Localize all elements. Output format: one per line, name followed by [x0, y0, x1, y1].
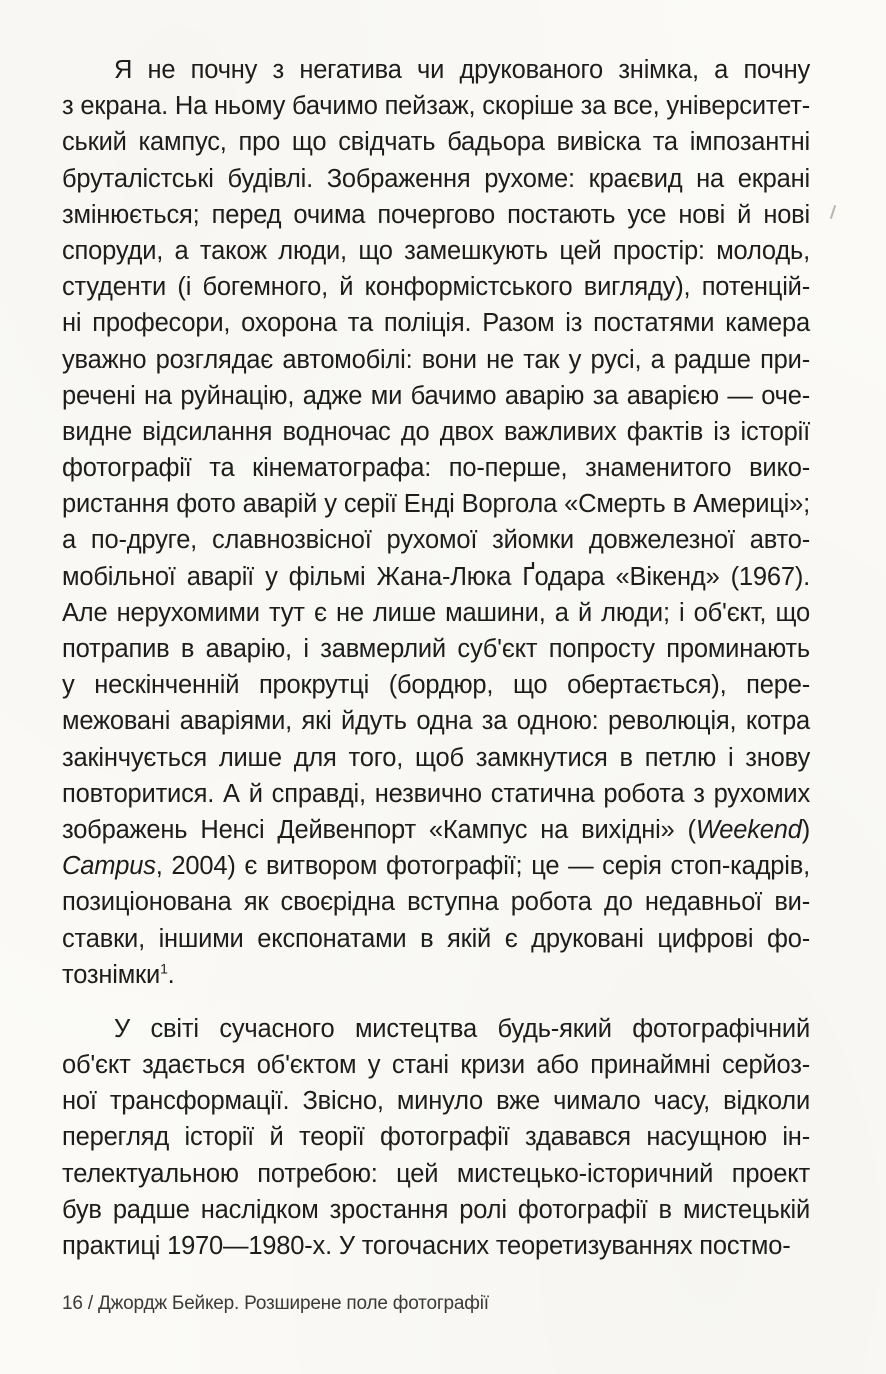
- text-line: [62, 486, 810, 522]
- text-line: [62, 378, 810, 414]
- text-segment: студенти (і богемного, й конформістського вигляду), потенцій-: [62, 273, 810, 302]
- text-segment: ні професори, охорона та поліція. Разом із постатями камера: [62, 309, 810, 338]
- text-segment: зображень Ненсі Дейвенпорт «Кампус на вихідні» (: [62, 815, 696, 844]
- text-segment: мобільної аварії у фільмі Жана-Люка Ґодара «Вікенд» (1967).: [62, 562, 810, 591]
- text-line: [62, 1047, 810, 1083]
- text-segment: телектуальною потребою: цей мистецько-історичний проект: [62, 1159, 810, 1188]
- text-line: [62, 957, 810, 993]
- text-segment: позиціонована як своєрідна вступна робота до недавньої ви-: [62, 888, 810, 917]
- text-segment: ставки, іншими експонатами в якій є друковані цифрові фо-: [62, 924, 810, 953]
- text-line: [62, 1083, 810, 1119]
- italic-text: Campus: [62, 852, 156, 881]
- text-line: [62, 884, 810, 920]
- text-line: [62, 631, 810, 667]
- text-segment: ної трансформації. Звісно, минуло вже чимало часу, відколи: [62, 1087, 810, 1116]
- text-line: [62, 342, 810, 378]
- text-line: [62, 1011, 810, 1047]
- text-segment: перегляд історії й теорії фотографії здавався насущною ін-: [62, 1123, 810, 1152]
- text-line: [62, 269, 810, 305]
- text-segment: .: [167, 960, 175, 989]
- text-line: [62, 305, 810, 341]
- text-line: [62, 124, 810, 160]
- text-segment: видне відсилання водночас до двох важливих фактів із історії: [62, 417, 810, 446]
- text-segment: ): [801, 815, 810, 844]
- text-segment: ристання фото аварій у серії Енді Воргола «Смерть в Америці»;: [62, 490, 810, 519]
- text-segment: закінчується лише для того, щоб замкнутися в петлю і знову: [62, 743, 810, 772]
- text-line: [62, 52, 810, 88]
- text-line: [62, 703, 810, 739]
- pencil-mark: [830, 205, 836, 219]
- text-line: [62, 595, 810, 631]
- text-segment: Але нерухомими тут є не лише машини, а й люди; і об'єкт, що: [62, 598, 810, 627]
- text-line: [62, 1119, 810, 1155]
- text-line: [62, 450, 810, 486]
- body-text: [62, 52, 810, 1264]
- paragraph: [62, 52, 810, 993]
- text-segment: речені на руйнацію, адже ми бачимо аварію за аварією — оче-: [62, 381, 810, 410]
- text-line: [62, 414, 810, 450]
- text-segment: у нескінченній прокрутці (бордюр, що обертається), пере-: [62, 671, 810, 700]
- text-segment: бруталістські будівлі. Зображення рухоме: краєвид на екрані: [62, 164, 810, 193]
- text-segment: , 2004) є витвором фотографії; це — серія стоп-кадрів,: [155, 852, 810, 881]
- paragraph-gap: [62, 993, 810, 1011]
- paragraph: [62, 1011, 810, 1264]
- text-line: [62, 1192, 810, 1228]
- text-line: [62, 848, 810, 884]
- text-line: [62, 667, 810, 703]
- text-line: [62, 522, 810, 558]
- text-line: [62, 1228, 810, 1264]
- text-segment: тознімки: [62, 960, 161, 989]
- text-segment: уважно розглядає автомобілі: вони не так у русі, а радше при-: [62, 345, 810, 374]
- text-segment: потрапив в аварію, і завмерлий суб'єкт попросту проминають: [62, 635, 810, 663]
- text-segment: повторитися. А й справді, незвично статична робота з рухомих: [62, 779, 810, 808]
- text-line: [62, 921, 810, 957]
- text-segment: Я не почну з негатива чи друкованого знімка, а почну: [114, 56, 810, 84]
- text-segment: об'єкт здається об'єктом у стані кризи або принаймні серйоз-: [62, 1051, 810, 1080]
- text-line: [62, 88, 810, 124]
- text-segment: споруди, а також люди, що замешкують цей простір: молодь,: [62, 236, 810, 265]
- text-line: [62, 559, 810, 595]
- text-segment: а по-друге, славнозвісної рухомої зйомки довжелезної авто-: [62, 526, 810, 555]
- text-line: [62, 740, 810, 776]
- text-line: [62, 1156, 810, 1192]
- text-segment: межовані аваріями, які йдуть одна за одною: революція, котра: [62, 707, 810, 736]
- text-segment: У світі сучасного мистецтва будь-який фотографічний: [114, 1014, 810, 1043]
- text-line: [62, 812, 810, 848]
- text-segment: фотографії та кінематографа: по-перше, знаменитого вико-: [62, 454, 810, 483]
- text-segment: змінюється; перед очима почергово постають усе нові й нові: [62, 200, 810, 229]
- text-segment: ський кампус, про що свідчать бадьора вивіска та імпозантні: [62, 128, 810, 157]
- text-segment: був радше наслідком зростання ролі фотографії в мистецькій: [62, 1195, 810, 1224]
- running-footer: 16 / Джордж Бейкер. Розширене поле фотографії: [62, 1293, 489, 1314]
- text-line: [62, 161, 810, 197]
- text-line: [62, 233, 810, 269]
- text-segment: практиці 1970—1980-х. У тогочасних теоретизуваннях постмо-: [62, 1232, 791, 1260]
- footnote-ref: 1: [160, 960, 168, 977]
- italic-text: Weekend: [695, 815, 802, 844]
- text-line: [62, 197, 810, 233]
- text-segment: з екрана. На ньому бачимо пейзаж, скоріше за все, університет-: [62, 92, 810, 121]
- text-line: [62, 776, 810, 812]
